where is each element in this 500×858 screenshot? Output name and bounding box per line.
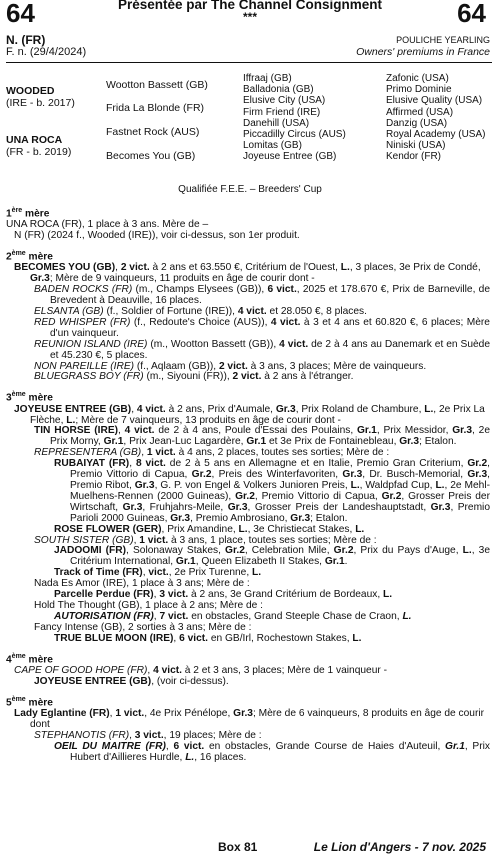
lot-number-right: 64 xyxy=(457,0,486,28)
produce-entry: ELSANTA (GB) (f., Soldier of Fortune (IRE)), 4 vict. et 28.050 €, 8 places. xyxy=(34,306,367,318)
gen4-item: Affirmed (USA) xyxy=(386,106,454,118)
dam-1-produce: N (FR) (2024 f., Wooded (IRE)), voir ci-dessus, son 1er produit. xyxy=(14,230,300,242)
generation-4-heading: 4ème mère xyxy=(6,652,53,665)
produce-entry: JADOOMI (FR), Solonaway Stakes, Gr.2, Celebration Mile, Gr.2, Prix du Pays d'Auge, L., 3e Critérium International, Gr.1, Queen Elizabeth II Stakes, Gr.1. xyxy=(54,545,490,568)
gen3-item: Lomitas (GB) xyxy=(243,140,302,152)
consignor-title xyxy=(0,0,500,22)
produce-entry: ROSE FLOWER (GER), Prix Amandine, L., 3e Christiecat Stakes, L. xyxy=(54,523,365,535)
pedigree-dam: UNA ROCA xyxy=(6,134,63,146)
gen3-item: Firm Friend (IRE) xyxy=(243,106,321,118)
produce-entry: Track of Time (FR), vict., 2e Prix Turenne, L. xyxy=(54,567,262,579)
gen3-item: Elusive City (USA) xyxy=(243,95,326,107)
produce-entry: AUTORISATION (FR), 7 vict. en obstacles, Grand Steeple Chase de Craon, L. xyxy=(54,610,412,622)
produce-entry: BLUEGRASS BOY (FR) (m., Siyouni (FR)), 2 vict. à 2 ans à l'étranger. xyxy=(34,371,354,383)
produce-entry: REPRESENTERA (GB), 1 vict. à 4 ans, 2 places, toutes ses sorties; Mère de : xyxy=(34,447,390,459)
produce-entry: NON PAREILLE (IRE) (f., Aqlaam (GB)), 2 vict. à 3 ans, 3 places; Mère de vainqueurs. xyxy=(34,360,427,372)
gen4-item: Niniski (USA) xyxy=(386,140,446,152)
produce-entry: TIN HORSE (IRE), 4 vict. de 2 à 4 ans, Poule d'Essai des Poulains, Gr.1, Prix Messidor, Gr.3, 2e Prix Morny, Gr.1, Prix Jean-Luc Lagardère, Gr.1 et 3e Prix de Fontainebleau, Gr.3; Etalon. xyxy=(34,425,490,448)
pedigree-sire: WOODED xyxy=(6,85,55,97)
pedigree-sire-info: (IRE - b. 2017) xyxy=(6,97,75,109)
produce-entry: RED WHISPER (FR) (f., Redoute's Choice (AUS)), 4 vict. à 3 et 4 ans et 60.820 €, 6 places; Mère d'un vainqueur. xyxy=(34,316,490,339)
header-divider xyxy=(6,62,492,63)
gen3-item: Danehill (USA) xyxy=(243,117,310,129)
footer-box: Box 81 xyxy=(218,840,258,854)
gen4-item: Kendor (FR) xyxy=(386,151,442,163)
stars: *** xyxy=(242,10,257,24)
footer-sale: Le Lion d'Angers - 7 nov. 2025 xyxy=(313,840,486,854)
produce-entry: TRUE BLUE MOON (IRE), 6 vict. en GB/Irl, Rochestown Stakes, L. xyxy=(54,632,362,644)
owners-premiums: Owners' premiums in France xyxy=(356,46,490,58)
produce-entry: Parcelle Perdue (FR), 3 vict. à 2 ans, 3e Grand Critérium de Bordeaux, L. xyxy=(54,589,393,601)
produce-entry: STEPHANOTIS (FR), 3 vict., 19 places; Mère de : xyxy=(34,729,262,741)
gen4-item: Elusive Quality (USA) xyxy=(386,95,483,107)
dam-1-entry: UNA ROCA (FR), 1 place à 3 ans. Mère de – xyxy=(6,219,209,231)
pedigree-dam-info: (FR - b. 2019) xyxy=(6,146,72,158)
generation-1-heading: 1ère mère xyxy=(6,207,50,220)
qualification-line: Qualifiée F.E.E. – Breeders' Cup xyxy=(178,184,322,195)
produce-entry: Hold The Thought (GB), 1 place à 2 ans; Mère de : xyxy=(34,599,263,611)
foaled-date: F. n. (29/4/2024) xyxy=(6,46,87,58)
gen2-item: Fastnet Rock (AUS) xyxy=(106,126,200,138)
generation-5-heading: 5ème mère xyxy=(6,695,53,709)
gen4-item: Royal Academy (USA) xyxy=(386,129,486,141)
produce-entry: REUNION ISLAND (IRE) (m., Wootton Bassett (GB)), 4 vict. de 2 à 4 ans au Danemark et en Suède et 45.230 €, 5 places. xyxy=(34,338,490,361)
lot-number-left: 64 xyxy=(6,0,35,28)
gen3-item: Balladonia (GB) xyxy=(243,84,314,96)
horse-name: N. (FR) xyxy=(6,33,46,47)
gen4-item: Primo Dominie xyxy=(386,84,452,96)
consignor-name: Présentée par The Channel Consignment xyxy=(117,0,383,12)
dam-4-entry: CAPE OF GOOD HOPE (FR), 4 vict. à 2 et 3 ans, 3 places; Mère de 1 vainqueur - xyxy=(14,664,387,676)
gen2-item: Wootton Bassett (GB) xyxy=(106,79,208,91)
produce-entry: OEIL DU MAITRE (FR), 6 vict. en obstacles, Grande Course de Haies d'Auteuil, Gr.1, Prix Hubert d'Aillieres Hurdle, L., 16 places. xyxy=(54,740,490,763)
generation-2-heading: 2ème mère xyxy=(6,250,53,263)
gen3-item: Piccadilly Circus (AUS) xyxy=(243,129,346,141)
produce-entry: RUBAIYAT (FR), 8 vict. de 2 à 5 ans en Allemagne et en Italie, Premio Gran Criterium, Gr.2, Premio Vittorio di Capua, Gr.2, Preis des Winterfavoriten, Gr.3, Dr. Busch-Memorial, Gr.3, Premio Ribot, Gr.3, G. P. von Engel & Volkers Junioren Preis, L., Waldpfad Cup, L., 2e Mehl-Muelhens-Rennen (2000 Guineas), Gr.2, Premio Vittorio di Capua, Gr.2, Grosser Preis der Wirtschaft, Gr.3, Fruhjahrs-Meile, Gr.3, Grosser Preis der Landeshauptstadt, Gr.3, Premio Parioli 2000 Guineas, Gr.3, Premio Ambrosiano, Gr.3; Etalon. xyxy=(54,458,490,524)
produce-entry: JOYEUSE ENTREE (GB), (voir ci-dessus). xyxy=(34,675,229,687)
gen3-item: Joyeuse Entree (GB) xyxy=(243,151,337,163)
gen2-item: Frida La Blonde (FR) xyxy=(106,102,205,114)
gen2-item: Becomes You (GB) xyxy=(106,150,196,162)
generation-3-heading: 3ème mère xyxy=(6,391,53,404)
gen3-list xyxy=(243,73,346,163)
produce-entry: Fancy Intense (GB), 2 sorties à 3 ans; Mère de : xyxy=(34,621,252,633)
gen4-item: Danzig (USA) xyxy=(386,117,448,129)
pedigree-body xyxy=(6,199,490,764)
gen3-item: Iffraaj (GB) xyxy=(243,73,292,84)
dam-3-entry: JOYEUSE ENTREE (GB), 4 vict. à 2 ans, Prix d'Aumale, Gr.3, Prix Roland de Chambure, L., 2e Prix La Flèche, L.; Mère de 7 vainqueurs, 13 produits en âge de courir dont - xyxy=(14,403,485,426)
dam-2-entry: BECOMES YOU (GB), 2 vict. à 2 ans et 63.550 €, Critérium de l'Ouest, L., 3 places, 3e Prix de Condé, Gr.3; Mère de 9 vainqueurs, 11 produits en âge de courir dont - xyxy=(14,262,481,285)
horse-category: POULICHE YEARLING xyxy=(396,35,490,45)
produce-entry: Nada Es Amor (IRE), 1 place à 3 ans; Mère de : xyxy=(34,578,250,590)
dam-5-entry: Lady Eglantine (FR), 1 vict., 4e Prix Pénélope, Gr.3; Mère de 6 vainqueurs, 8 produits en âge de courir dont xyxy=(14,708,485,730)
produce-entry: BADEN ROCKS (FR) (m., Champs Elysees (GB)), 6 vict., 2025 et 178.670 €, Prix de Barneville, de Brevedent à Deauville, 16 places. xyxy=(34,284,491,307)
produce-entry: SOUTH SISTER (GB), 1 vict. à 3 ans, 1 place, toutes ses sorties; Mère de : xyxy=(34,534,377,546)
gen4-item: Zafonic (USA) xyxy=(386,73,449,84)
gen4-list xyxy=(386,73,485,163)
